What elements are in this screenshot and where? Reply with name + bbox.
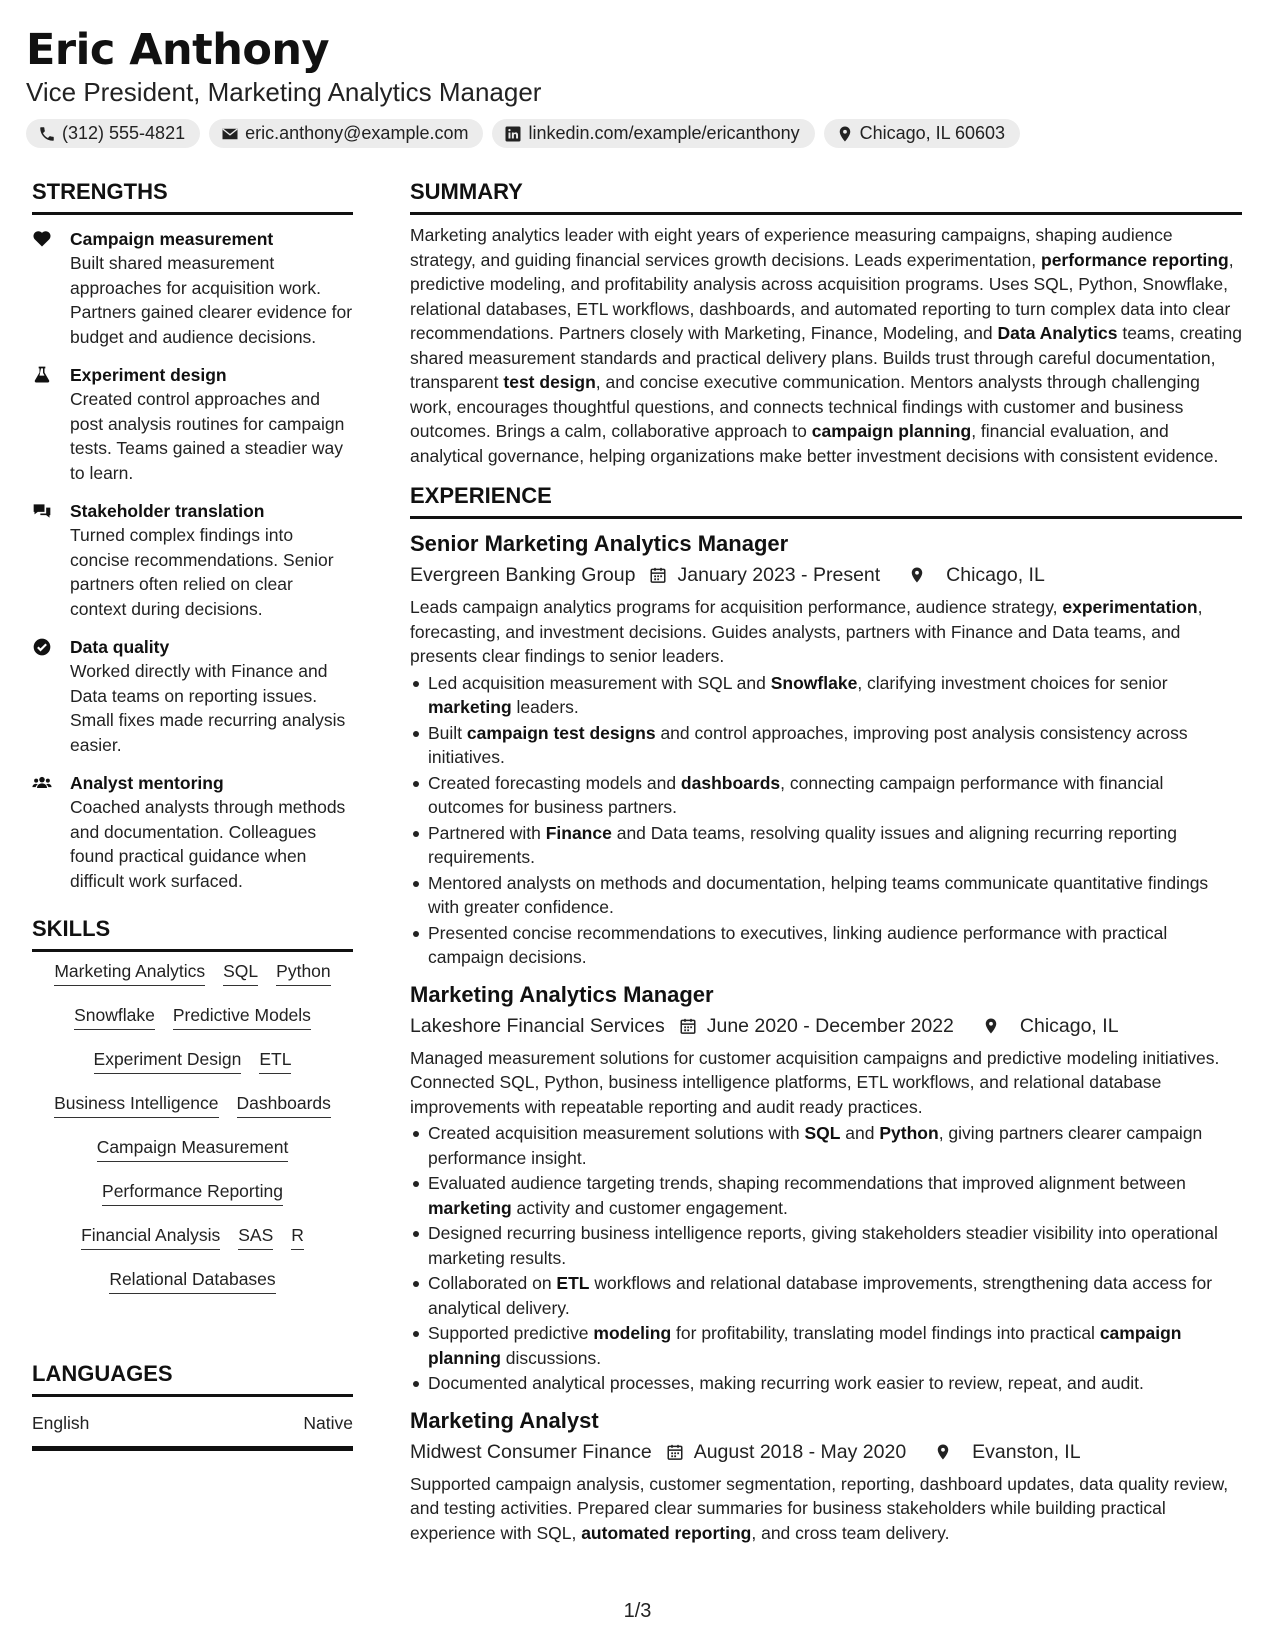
skill-tag: Dashboards <box>237 1092 331 1118</box>
skill-tag: Financial Analysis <box>81 1224 220 1250</box>
calendar-icon <box>652 1443 694 1461</box>
bold-phrase: Snowflake <box>770 672 858 693</box>
skill-tag: SAS <box>238 1224 273 1250</box>
contact-bar <box>26 119 1246 148</box>
skill-tag: Relational Databases <box>109 1268 275 1294</box>
text-segment: Created forecasting models and <box>428 772 681 793</box>
page-indicator: 1/3 <box>623 1600 652 1622</box>
job-description <box>410 1472 1242 1546</box>
text-segment: , connecting campaign performance with financial outcomes for business partners. <box>428 772 1164 817</box>
experience-entry <box>410 980 1242 1396</box>
strengths-list <box>32 227 353 893</box>
job-title: Marketing Analyst <box>410 1407 599 1433</box>
job-dates: January 2023 - Present <box>677 564 881 586</box>
flask-icon <box>32 363 70 485</box>
skill-tag: ETL <box>259 1048 291 1074</box>
strengths-heading: STRENGTHS <box>32 178 353 215</box>
bold-phrase: SQL <box>804 1123 841 1143</box>
text-segment: Presented concise recommendations to executives, linking audience performance with practical campaign decisions. <box>428 922 1168 967</box>
linkedin-icon <box>504 125 522 143</box>
job-meta <box>410 561 1242 589</box>
text-segment: and Data teams, resolving quality issues and aligning recurring reporting requirements. <box>428 822 1178 867</box>
text-segment: , giving partners clearer campaign performance insight. <box>428 1123 1203 1168</box>
strength-item <box>32 635 353 757</box>
summary-text <box>410 223 1242 468</box>
strength-title: Experiment design <box>70 365 227 385</box>
bullet-item <box>410 1121 1242 1170</box>
strength-body <box>70 499 353 621</box>
skill-tag: Snowflake <box>74 1004 155 1030</box>
contact-chip-location-pin[interactable] <box>824 119 1020 148</box>
left-column <box>32 178 353 1451</box>
strength-body <box>70 635 353 757</box>
skills-row <box>36 1004 349 1048</box>
check-circle-icon <box>32 635 70 757</box>
text-segment: Managed measurement solutions for customer acquisition campaigns and predictive modeling initiatives. Connected SQL, Python, business intelligence platforms, ETL workflows, and relational database improvements with repeatable reporting and audit ready practices. <box>410 1047 1220 1117</box>
contact-chip-phone[interactable] <box>26 119 200 148</box>
company-name: Lakeshore Financial Services <box>410 1014 665 1037</box>
skills-row <box>36 1092 349 1136</box>
bullet-item <box>410 921 1242 970</box>
text-segment: workflows and relational database improvements, strengthening data access for analytical delivery. <box>428 1273 1213 1318</box>
skills-row <box>36 960 349 1004</box>
bold-phrase: marketing <box>428 697 512 717</box>
calendar-icon <box>665 1017 707 1035</box>
text-segment: , clarifying investment choices for senior <box>857 672 1168 693</box>
text-segment: Marketing analytics leader with eight years of experience measuring campaigns, shaping audience strategy, and guiding financial services growth decisions. Leads experimentation, <box>410 225 1173 270</box>
experience-entry <box>410 1406 1242 1546</box>
text-segment: activity and customer engagement. <box>511 1197 788 1218</box>
bold-phrase: campaign test designs <box>466 722 656 743</box>
skill-tag: R <box>291 1224 304 1250</box>
bold-phrase: automated reporting <box>581 1522 752 1543</box>
text-segment: Supported campaign analysis, customer segmentation, reporting, dashboard updates, data quality review, and testing activities. Prepared clear summaries for business stakeholders while building practical experience with SQL, <box>410 1473 1229 1543</box>
text-segment: Evaluated audience targeting trends, shaping recommendations that improved alignment between <box>428 1173 1186 1193</box>
bullet-item <box>410 721 1242 770</box>
bold-phrase: Data Analytics <box>997 323 1118 343</box>
skill-tag: Performance Reporting <box>102 1180 283 1206</box>
text-segment: Created acquisition measurement solutions with <box>428 1123 805 1143</box>
text-segment: and <box>840 1123 880 1143</box>
right-column <box>410 178 1242 1545</box>
strength-description: Coached analysts through methods and documentation. Colleagues found practical guidance when difficult work surfaced. <box>70 797 346 891</box>
location-pin-icon <box>836 125 854 143</box>
bullet-item <box>410 821 1242 870</box>
bold-phrase: campaign planning <box>811 421 972 441</box>
skills-row <box>36 1048 349 1092</box>
strength-item <box>32 771 353 893</box>
bold-phrase: campaign planning <box>428 1323 1182 1368</box>
skill-tag: Business Intelligence <box>54 1092 218 1118</box>
bold-phrase: marketing <box>428 1197 512 1218</box>
summary-heading: SUMMARY <box>410 178 1242 215</box>
strength-item <box>32 499 353 621</box>
text-segment: , and concise executive communication. Mentors analysts through challenging work, encourages thoughtful questions, and connects technical findings with customer and business outcomes. Brings a calm, collaborative approach to <box>410 372 1200 441</box>
text-segment: Built <box>428 722 467 743</box>
job-bullets <box>410 671 1242 970</box>
strength-description: Created control approaches and post analysis routines for campaign tests. Teams gained a steadier way to learn. <box>70 389 345 483</box>
job-bullets <box>410 1121 1242 1396</box>
text-segment: Supported predictive <box>428 1323 594 1343</box>
contact-chip-envelope[interactable] <box>209 119 483 148</box>
text-segment: Mentored analysts on methods and documentation, helping teams communicate quantitative findings with greater confidence. <box>428 872 1209 917</box>
strength-title: Analyst mentoring <box>70 773 224 793</box>
strength-body <box>70 363 353 485</box>
experience-heading: EXPERIENCE <box>410 482 1242 519</box>
strength-title: Data quality <box>70 637 170 657</box>
text-segment: and control approaches, improving post analysis consistency across initiatives. <box>428 722 1188 767</box>
job-location: Chicago, IL <box>946 564 1045 586</box>
bold-phrase: performance reporting <box>1041 249 1229 270</box>
bold-phrase: ETL <box>556 1273 590 1293</box>
strength-description: Worked directly with Finance and Data teams on reporting issues. Small fixes made recurring analysis easier. <box>70 661 346 755</box>
contact-text: linkedin.com/example/ericanthony <box>528 123 800 143</box>
experience-list <box>410 529 1242 1545</box>
skills-row <box>36 1224 349 1268</box>
text-segment: , and cross team delivery. <box>751 1522 950 1543</box>
text-segment: , forecasting, and investment decisions. Guides analysts, partners with Finance and Data teams, and presents clear findings to senior leaders. <box>410 597 1203 666</box>
language-level: Native <box>303 1413 353 1433</box>
bold-phrase: modeling <box>593 1323 672 1343</box>
heart-icon <box>32 227 70 349</box>
text-segment: leaders. <box>511 697 579 717</box>
company-name: Midwest Consumer Finance <box>410 1440 652 1463</box>
bullet-item <box>410 1371 1242 1396</box>
strength-body <box>70 771 353 893</box>
skills-heading: SKILLS <box>32 915 353 952</box>
candidate-title: Vice President, Marketing Analytics Manager <box>26 77 542 107</box>
job-description <box>410 1046 1242 1120</box>
job-title: Senior Marketing Analytics Manager <box>410 531 789 556</box>
job-dates: June 2020 - December 2022 <box>706 1014 954 1037</box>
strength-item <box>32 227 353 349</box>
bullet-item <box>410 871 1242 920</box>
text-segment: Designed recurring business intelligence reports, giving stakeholders steadier visibility into operational marketing results. <box>428 1223 1218 1268</box>
skills-list <box>32 952 353 1312</box>
text-segment: teams, creating shared measurement standards and practical delivery plans. Builds trust through careful documentation, transparent <box>410 323 1242 392</box>
bold-phrase: Python <box>879 1123 939 1143</box>
location-pin-icon <box>968 1017 1010 1035</box>
skill-tag: SQL <box>223 960 258 986</box>
strength-body <box>70 227 353 349</box>
envelope-icon <box>221 125 239 143</box>
text-segment: Collaborated on <box>428 1273 557 1293</box>
resume-header <box>26 26 1246 148</box>
skills-row <box>36 1268 349 1312</box>
skills-row <box>36 1136 349 1180</box>
job-dates: August 2018 - May 2020 <box>693 1440 907 1463</box>
job-title: Marketing Analytics Manager <box>410 981 714 1007</box>
text-segment: for profitability, translating model findings into practical <box>671 1323 1100 1343</box>
bold-phrase: experimentation <box>1062 597 1198 617</box>
skills-row <box>36 1180 349 1224</box>
bullet-item <box>410 1271 1242 1320</box>
skill-tag: Campaign Measurement <box>97 1136 289 1162</box>
chat-bubbles-icon <box>32 499 70 621</box>
job-location: Evanston, IL <box>972 1440 1081 1463</box>
text-segment: Documented analytical processes, making recurring work easier to review, repeat, and audit. <box>428 1373 1144 1393</box>
strength-title: Stakeholder translation <box>70 501 265 521</box>
job-meta <box>410 1438 1242 1466</box>
users-icon <box>32 771 70 893</box>
job-meta <box>410 1012 1242 1040</box>
language-name: English <box>32 1413 90 1433</box>
language-row <box>32 1411 353 1451</box>
languages-list <box>32 1411 353 1451</box>
text-segment: Led acquisition measurement with SQL and <box>428 672 771 693</box>
strength-title: Campaign measurement <box>70 229 274 249</box>
bullet-item <box>410 671 1242 720</box>
text-segment: Leads campaign analytics programs for acquisition performance, audience strategy, <box>410 597 1063 617</box>
skill-tag: Predictive Models <box>173 1004 311 1030</box>
skill-tag: Experiment Design <box>94 1048 242 1074</box>
job-description <box>410 595 1242 669</box>
company-name: Evergreen Banking Group <box>410 564 636 586</box>
phone-icon <box>38 125 56 143</box>
text-segment: , predictive modeling, and profitability analysis across acquisition programs. Uses SQL, Python, Snowflake, relational databases, ETL workflows, dashboards, and automated reporting to turn complex data into clear recommendations. Partners closely with Marketing, Finance, Modeling, and <box>410 249 1234 343</box>
contact-chip-linkedin[interactable] <box>492 119 814 148</box>
text-segment: , financial evaluation, and analytical governance, helping organizations make better investment decisions with consistent evidence. <box>410 421 1219 466</box>
strength-description: Built shared measurement approaches for acquisition work. Partners gained clearer evidence for budget and audience decisions. <box>70 253 353 347</box>
experience-entry <box>410 529 1242 970</box>
bullet-item <box>410 771 1242 820</box>
languages-heading: LANGUAGES <box>32 1360 353 1397</box>
contact-text: (312) 555-4821 <box>62 123 186 143</box>
candidate-name: Eric Anthony <box>26 25 330 75</box>
strength-item <box>32 363 353 485</box>
calendar-icon <box>635 566 677 584</box>
bullet-item <box>410 1321 1242 1370</box>
bold-phrase: dashboards <box>680 772 781 793</box>
text-segment: Partnered with <box>428 822 546 843</box>
location-pin-icon <box>894 566 936 584</box>
strength-description: Turned complex findings into concise recommendations. Senior partners often relied on clear context during decisions. <box>70 525 334 619</box>
skill-tag: Python <box>276 960 330 986</box>
bullet-item <box>410 1221 1242 1270</box>
text-segment: discussions. <box>500 1347 602 1368</box>
bold-phrase: Finance <box>545 822 612 843</box>
contact-text: eric.anthony@example.com <box>245 123 469 143</box>
bold-phrase: test design <box>503 372 596 392</box>
skill-tag: Marketing Analytics <box>54 960 205 986</box>
bullet-item <box>410 1171 1242 1220</box>
location-pin-icon <box>920 1443 962 1461</box>
job-location: Chicago, IL <box>1019 1014 1119 1037</box>
contact-text: Chicago, IL 60603 <box>859 123 1006 143</box>
